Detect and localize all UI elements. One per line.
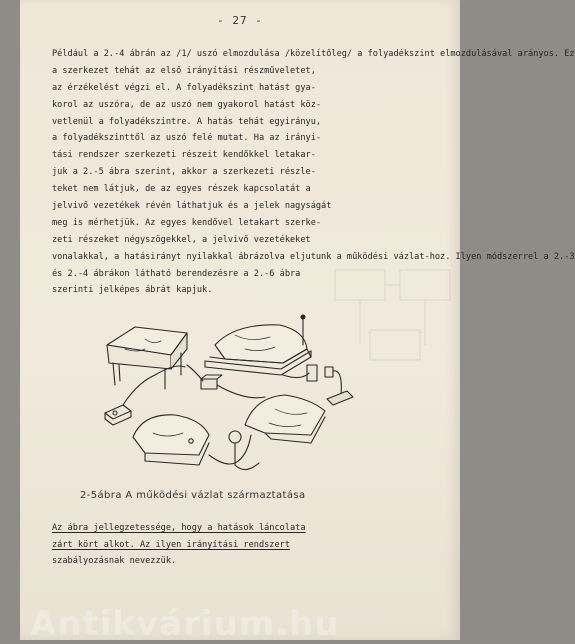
text-line: Az ábra jellegzetessége, hogy a hatások láncolata [52, 523, 306, 533]
text-line: korol az uszóra, de az uszó nem gyakorol hatást köz- [52, 99, 322, 110]
text-line: az érzékelést végzi el. A folyadékszint hatást gya- [52, 82, 316, 93]
text-line: szabályozásnak nevezzük. [52, 556, 177, 567]
body-paragraph [52, 46, 575, 299]
draped-system-illustration [75, 305, 375, 480]
text-line: zeti részeket négyszögekkel, a jelvivő vezetékeket [52, 234, 311, 245]
watermark-text: Antikvárium.hu [30, 604, 340, 644]
draped-object-bottom [133, 415, 209, 465]
figure-caption: 2-5ábra A működési vázlat származtatása [80, 490, 306, 501]
draped-object-right [245, 395, 325, 443]
text-line: vetlenül a folyadékszintre. A hatás tehát egyirányu, [52, 116, 322, 127]
text-line: a folyadékszinttől az uszó felé mutat. Ha az irányi- [52, 133, 322, 144]
text-line: és 2.-4 ábrákon látható berendezésre a 2.-6 ábra [52, 268, 301, 279]
text-line: jelvivő vezetékek révén láthatjuk és a jelek nagyságát [52, 201, 332, 212]
text-line: teket nem látjuk, de az egyes részek kapcsolatát a [52, 184, 311, 195]
text-line: zárt kört alkot. Az ilyen irányítási rendszert [52, 539, 290, 550]
text-line: Például a 2.-4 ábrán az /1/ uszó elmozdulása /közelítőleg/ a folyadékszint elmozdulásával arányos. Ez [52, 49, 575, 59]
text-line: juk a 2.-5 ábra szerint, akkor a szerkezeti részle- [52, 167, 316, 178]
text-line: szerinti jelképes ábrát kapjuk. [52, 285, 213, 296]
text-line: a szerkezet tehát az első irányítási részműveletet, [52, 65, 316, 76]
gauge-device [209, 431, 259, 470]
text-line: vonalakkal, a hatásirányt nyilakkal ábrázolva eljutunk a működési vázlat-hoz. Ilyen módszerrel a 2.-3 [52, 251, 575, 262]
text-line: tási rendszer szerkezeti részeit kendőkkel letakar- [52, 150, 316, 161]
draped-box-center [205, 315, 311, 375]
page-number: - 27 - [217, 14, 263, 27]
document-page [20, 0, 575, 640]
closing-paragraph [52, 520, 412, 570]
text-line: meg is mérhetjük. Az egyes kendővel letakart szerke- [52, 217, 322, 228]
